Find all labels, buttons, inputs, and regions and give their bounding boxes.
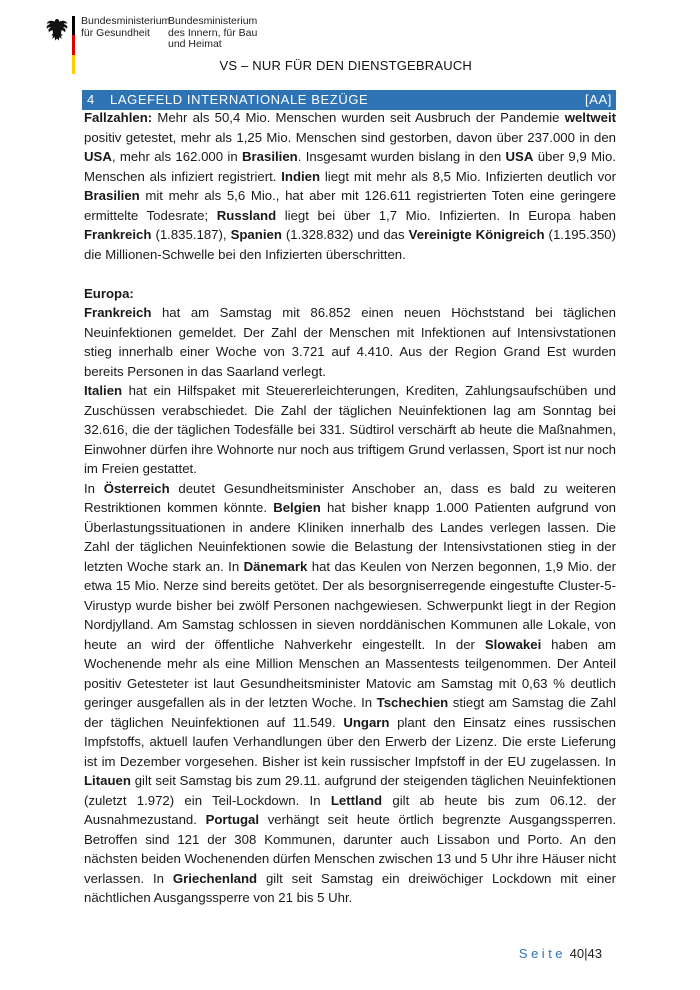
page-total: 43 — [587, 946, 602, 961]
section-number: 4 — [87, 92, 95, 107]
text-run: In — [84, 480, 104, 496]
text-run: gilt ab heute bis zum 06.12. der Ausnahmezustand. — [84, 792, 616, 827]
bold-term: Tschechien — [376, 695, 449, 710]
text-run: deutet Gesundheitsminister Anschober an, dass es bald zu weiteren Restriktionen kommen könnte. — [84, 480, 616, 515]
paragraph — [84, 108, 616, 264]
text-run: (1.195.350) die Millionen-Schwelle bei den Infizierten überschritten. — [84, 227, 617, 262]
page-footer — [519, 946, 602, 961]
page-number: 40 — [569, 946, 585, 961]
text-run: positiv getestet, mehr als 1,25 Mio. Menschen sind gestorben, davon über 237.000 in den — [84, 129, 616, 145]
text-run: (1.835.187), — [151, 227, 231, 242]
bold-term: Belgien — [273, 500, 321, 515]
ministry-interior-line: und Heimat — [168, 38, 222, 50]
paragraph — [84, 284, 616, 304]
bold-term: Frankreich — [84, 227, 152, 242]
text-run: hat bisher knapp 1.000 Patienten aufgrund von Überlastungssituationen in andere Kliniken innerhalb des Landes verlegen lassen. Die Zahl der täglichen Neuinfektionen sowie die Belastung der Intensivstationen stieg in der letzten Woche stark an. In — [84, 500, 616, 574]
paragraph — [84, 264, 616, 284]
text-run: liegt mit mehr als 8,5 Mio. Infizierten deutlich vor — [320, 168, 616, 184]
page-separator: | — [584, 946, 588, 961]
text-run: verhängt seit heute örtlich begrenzte Ausgangssperren. Betroffen sind 121 der 308 Kommunen, darunter auch Lissabon und Porto. An den nächsten beiden Wochenenden dürfen Menschen zwischen 13 und 5 Uhr ihre Häuser nicht verlassen. In — [84, 812, 616, 886]
text-run: mit mehr als 5,6 Mio., hat aber mit 126.611 registrierten Toten eine geringere ermittelte Todesrate; — [84, 188, 616, 223]
paragraph — [84, 479, 616, 908]
bold-term: Italien — [84, 383, 123, 398]
text-run: hat das Keulen von Nerzen begonnen, 1,9 Mio. der etwa 15 Mio. Nerze sind bereits getötet. Der als besorgniserregende eingestufte Cluster-5-Virustyp wurde bisher bei zwölf Personen nachgewiesen. Schwerpunkt liegt in der Region Nordjylland. Am Samstag schlossen in sieven norddänischen Kommunen alle Lokale, von heute an wird der öffentliche Nahverkehr eingestellt. In der — [84, 558, 616, 652]
page-label: Seite — [518, 946, 567, 961]
text-run: hat am Samstag mit 86.852 einen neuen Höchststand bei täglichen Neuinfektionen gemeldet. Der Zahl der Menschen mit Infektionen auf Intensivstationen stieg innerhalb einer Woche von 3.721 auf 4.410. Aus der Region Grand Est wurden bereits Personen in das Saarland verlegt. — [84, 305, 616, 379]
bold-term: Österreich — [103, 480, 170, 496]
bold-term: Ungarn — [343, 714, 390, 730]
text-run: über 9,9 Mio. Menschen als infiziert registriert. — [84, 149, 616, 184]
paragraph — [84, 303, 616, 381]
bold-term: Brasilien — [84, 188, 140, 203]
bold-term: Russland — [216, 207, 277, 223]
text-run: Mehr als 50,4 Mio. Menschen wurden seit Ausbruch der Pandemie — [152, 110, 565, 125]
text-run: stiegt am Samstag die Zahl der täglichen Neuinfektionen auf 11.549. — [84, 695, 617, 730]
bold-term: Vereinigte Königreich — [408, 227, 545, 242]
bold-term: USA — [84, 149, 112, 164]
bold-term: Brasilien — [242, 149, 298, 164]
document-body — [84, 108, 616, 908]
text-run: gilt seit Samstag bis zum 29.11. aufgrund der steigenden täglichen Neuinfektionen (zuletzt 1.972) ein Teil-Lockdown. In — [84, 773, 616, 808]
ministry-interior — [168, 16, 268, 51]
ministry-interior-line: Bundesministerium — [168, 15, 258, 27]
text-run: plant den Einsatz eines russischen Impfstoffs, aktuell laufen Verhandlungen über den Erwerb der Lizenz. Die erste Lieferung ist im Dezember vorgesehen. Bisher ist kein russischer Impfstoff in der EU zugelassen. In — [84, 714, 616, 769]
bold-term: Griechenland — [172, 870, 258, 886]
ministry-health-line: für Gesundheit — [81, 26, 150, 39]
section-title: LAGEFELD INTERNATIONALE BEZÜGE — [110, 92, 369, 107]
bold-term: Portugal — [205, 812, 260, 827]
text-run: . Insgesamt wurden bislang in den — [297, 149, 506, 164]
text-run: hat ein Hilfspaket mit Steuererleichterungen, Krediten, Zahlungsaufschüben und Zuschüssen verabschiedet. Die Zahl der täglichen Neuinfektionen lag am Sonntag bei 32.616, die der täglichen Todesfälle bei 331. Südtirol verschärft ab heute die Maßnahmen, Einwohner dürfen ihre Wohnorte nur noch aus triftigem Grund verlassen, Sport ist nur noch im Freien gestattet. — [84, 383, 616, 476]
bold-term: weltweit — [564, 110, 616, 125]
ministry-interior-line: des Innern, für Bau — [168, 26, 258, 39]
bold-term: Fallzahlen: — [84, 110, 153, 125]
bold-term: Dänemark — [243, 558, 308, 574]
section-tag: [AA] — [585, 92, 612, 107]
bold-term: Spanien — [230, 227, 282, 242]
bold-term: USA — [505, 149, 534, 164]
bold-term: Frankreich — [84, 305, 152, 320]
classification-label: VS – NUR FÜR DEN DIENSTGEBRAUCH — [219, 58, 472, 73]
bold-term: Lettland — [330, 792, 383, 808]
text-run: , mehr als 162.000 in — [111, 149, 242, 164]
text-run: haben am Wochenende mehr als eine Million Menschen an Massentests teilgenommen. Der Anteil positiv Getesteter ist laut Gesundheitsminister Matovic am Samstag mit 0,63 % deutlich geringer ausgefallen als in der letzten Woche. In — [84, 636, 616, 710]
bold-term: Slowakei — [484, 636, 542, 652]
bold-term: Europa: — [84, 285, 134, 301]
federal-eagle-icon — [46, 18, 68, 42]
paragraph — [84, 381, 616, 479]
ministry-health — [81, 15, 171, 39]
text-run: gilt seit Samstag ein dreiwöchiger Lockdown mit einer nächtlichen Ausgangssperre von 21 bis 5 Uhr. — [84, 870, 616, 905]
text-run: (1.328.832) und das — [281, 227, 409, 242]
bold-term: Indien — [281, 168, 321, 184]
ministry-health-line: Bundesministerium — [81, 15, 171, 27]
text-run: liegt bei über 1,7 Mio. Infizierten. In Europa haben — [276, 207, 617, 223]
bold-term: Litauen — [84, 773, 131, 788]
section-heading — [82, 90, 616, 110]
